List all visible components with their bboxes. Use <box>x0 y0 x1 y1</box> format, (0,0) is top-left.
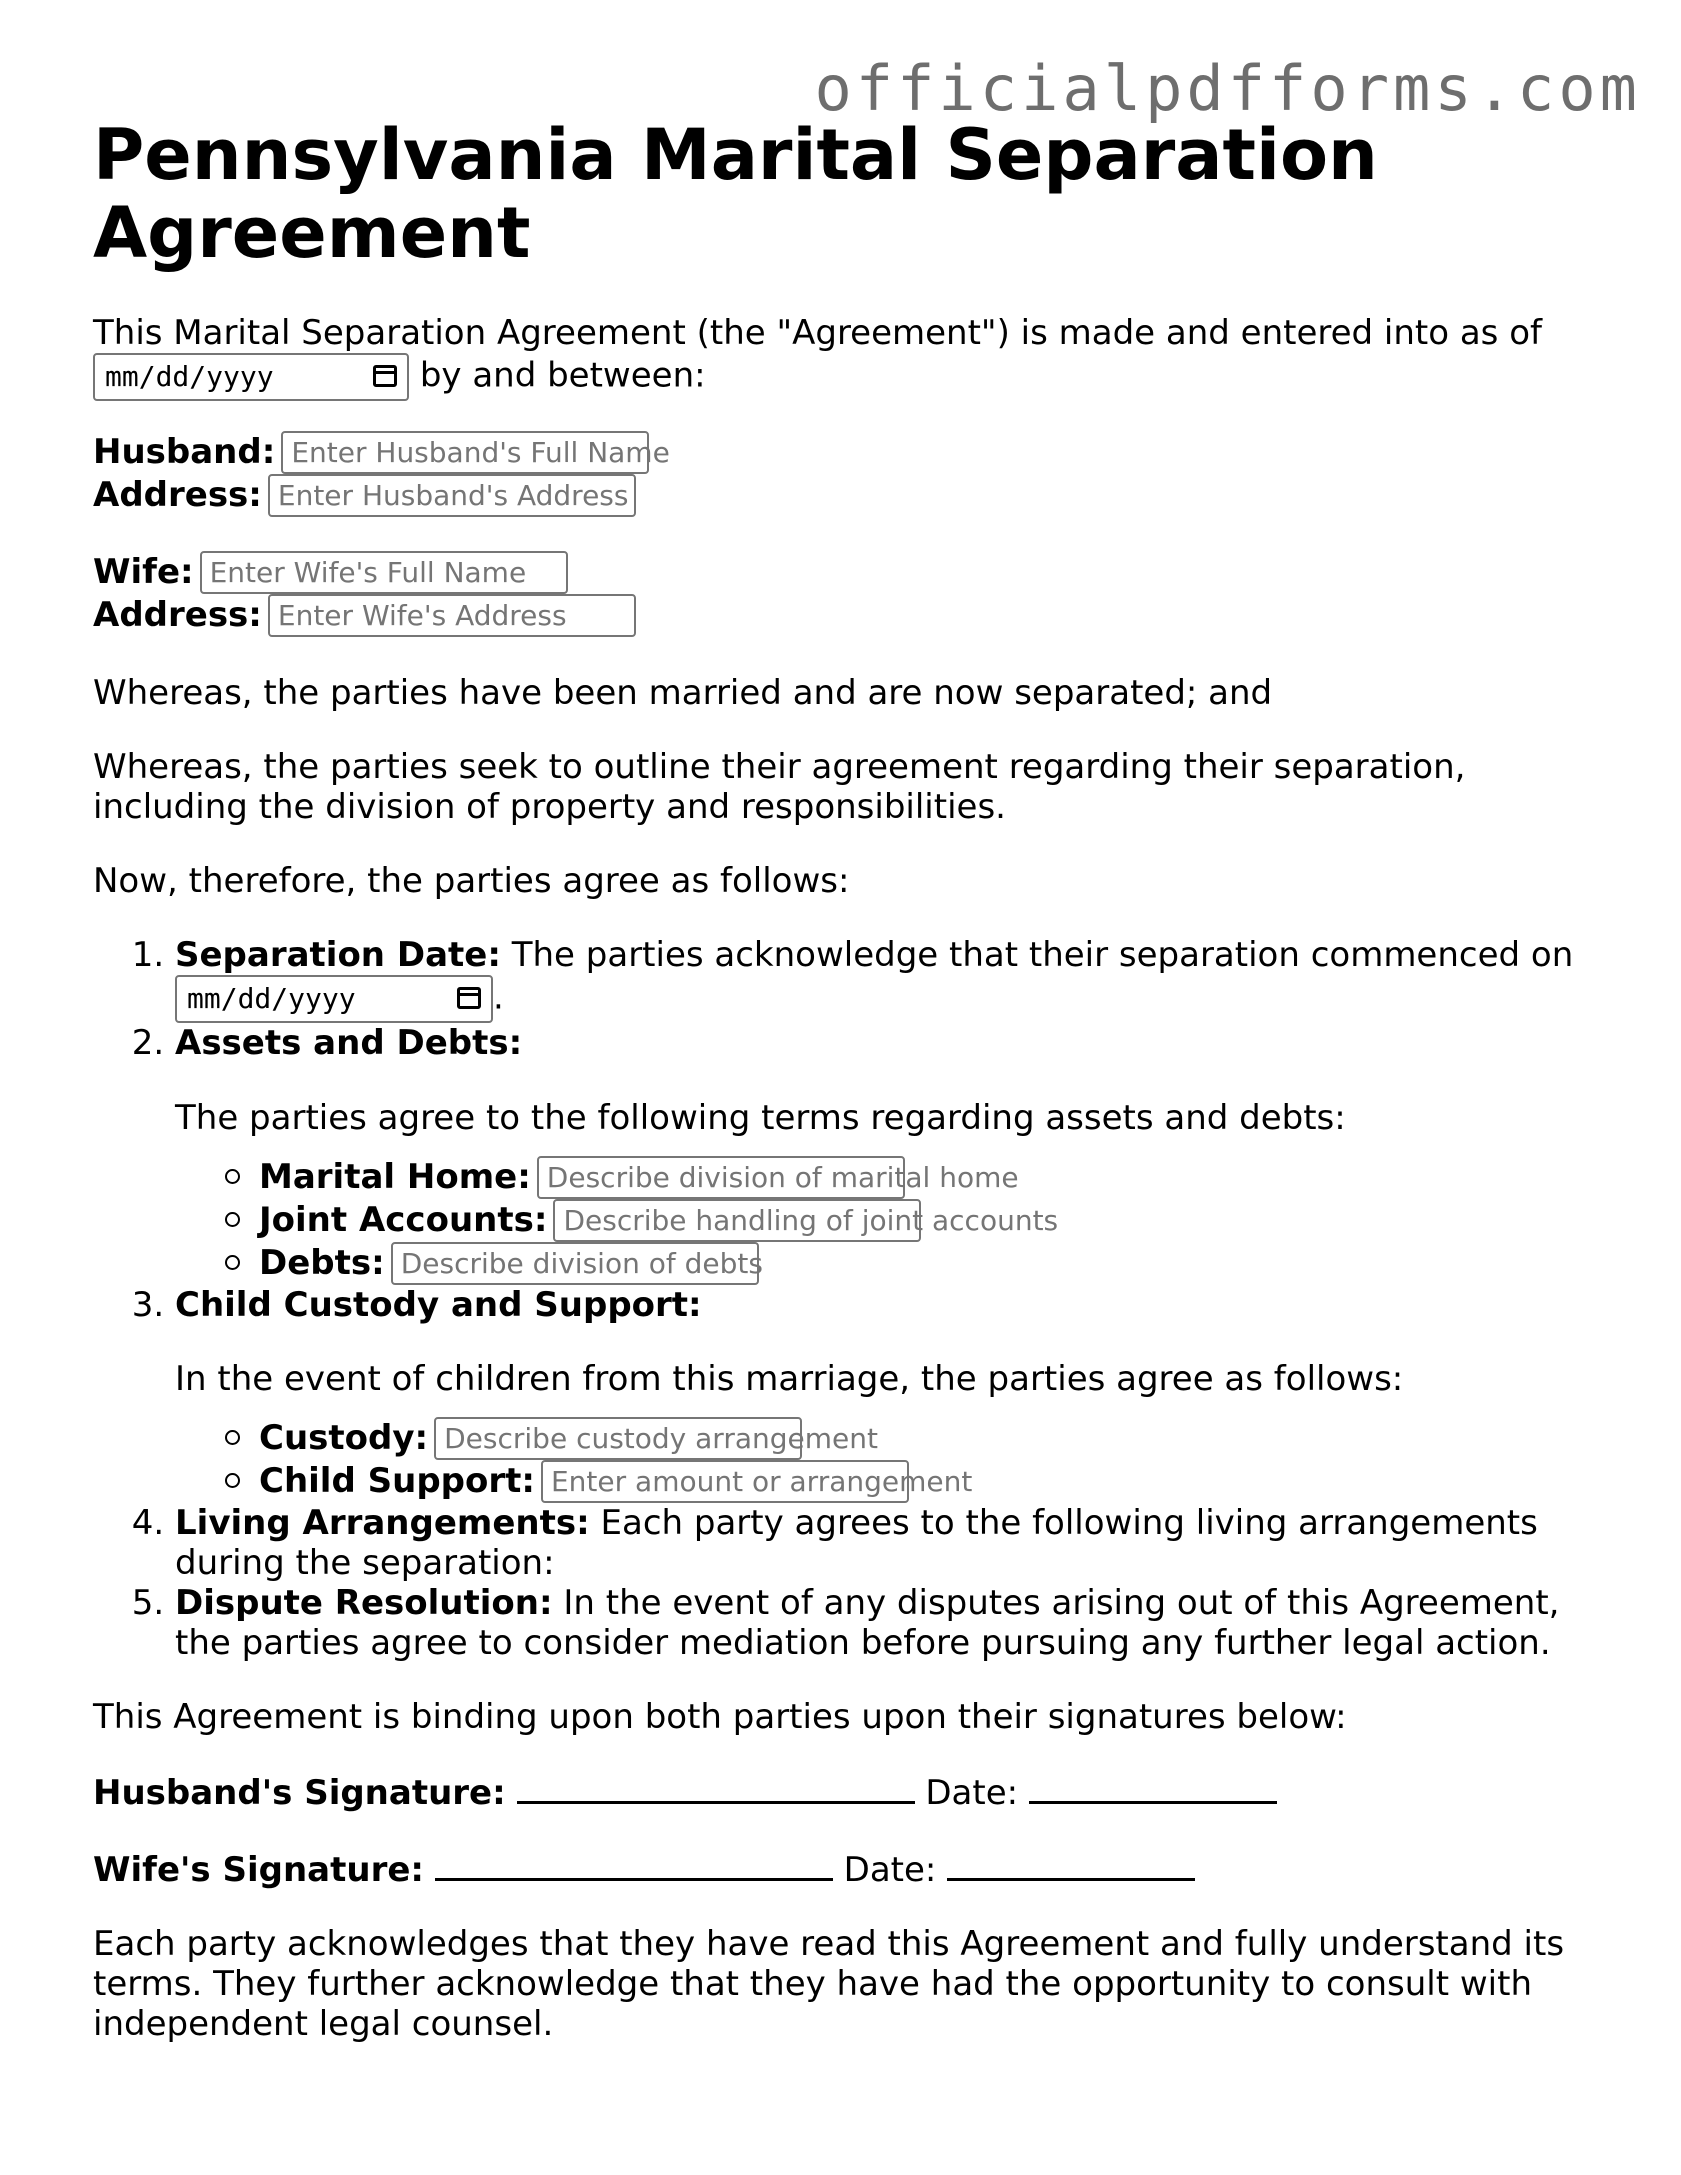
wife-date-label: Date: <box>843 1849 937 1890</box>
debts-field[interactable]: Describe division of debts <box>391 1242 759 1285</box>
child-custody-label: Child Custody and Support: <box>175 1284 702 1325</box>
child-custody-intro: In the event of children from this marriage, the parties agree as follows: <box>175 1358 1404 1399</box>
husband-name-field[interactable]: Enter Husband's Full Name <box>281 431 649 474</box>
separation-date-text: The parties acknowledge that their separation commenced on <box>511 935 1574 976</box>
wife-address-label: Address: <box>93 595 262 636</box>
list-item <box>175 1417 1593 1460</box>
document-body <box>93 116 1593 2044</box>
separation-date-placeholder: mm/dd/yyyy <box>187 982 356 1016</box>
agreement-date-placeholder: mm/dd/yyyy <box>105 359 274 393</box>
husband-address-field[interactable]: Enter Husband's Address <box>268 474 636 517</box>
list-item <box>175 1156 1593 1199</box>
marital-home-field[interactable]: Describe division of marital home <box>537 1156 905 1199</box>
joint-accounts-label: Joint Accounts: <box>259 1200 548 1241</box>
calendar-icon[interactable] <box>457 987 481 1009</box>
binding-statement: This Agreement is binding upon both parties upon their signatures below: <box>93 1697 1347 1738</box>
list-item <box>175 1199 1593 1242</box>
wife-signature-line <box>93 1848 1593 1890</box>
term-dispute-resolution <box>175 1583 1593 1663</box>
closing-acknowledgement: Each party acknowledges that they have read this Agreement and fully understand its terms. They further acknowledge that they have had the opportunity to consult with independent legal counsel. <box>93 1923 1565 2044</box>
wife-name-label: Wife: <box>93 552 194 593</box>
intro-paragraph <box>93 313 1593 401</box>
husband-date-label: Date: <box>925 1773 1019 1814</box>
husband-section <box>93 431 1593 517</box>
living-arrangements-text: Each party agrees to the following living arrangements during the separation: <box>175 1502 1538 1583</box>
wife-date-blank[interactable] <box>947 1848 1195 1881</box>
wife-section <box>93 551 1593 637</box>
living-arrangements-label: Living Arrangements: <box>175 1502 590 1543</box>
custody-field[interactable]: Describe custody arrangement <box>434 1417 802 1460</box>
husband-name-label: Husband: <box>93 432 276 473</box>
child-support-label: Child Support: <box>259 1461 535 1502</box>
separation-date-input[interactable] <box>175 975 493 1023</box>
wife-address-field[interactable]: Enter Wife's Address <box>268 594 636 637</box>
wife-name-field[interactable]: Enter Wife's Full Name <box>200 551 568 594</box>
term-living-arrangements <box>175 1503 1593 1583</box>
wife-signature-label: Wife's Signature: <box>93 1849 425 1890</box>
terms-list <box>93 935 1593 1663</box>
husband-date-blank[interactable] <box>1029 1771 1277 1804</box>
calendar-icon[interactable] <box>373 365 397 387</box>
whereas-outline: Whereas, the parties seek to outline their agreement regarding their separation, including the division of property and responsibilities. <box>93 747 1466 828</box>
assets-debts-intro: The parties agree to the following terms regarding assets and debts: <box>175 1097 1346 1138</box>
agreement-date-input[interactable] <box>93 353 409 401</box>
intro-trail: by and between: <box>419 355 706 396</box>
term-assets-debts <box>175 1023 1593 1284</box>
child-support-field[interactable]: Enter amount or arrangement <box>541 1460 909 1503</box>
wife-signature-blank[interactable] <box>435 1848 833 1881</box>
list-item <box>175 1242 1593 1285</box>
assets-debts-label: Assets and Debts: <box>175 1023 523 1064</box>
debts-label: Debts: <box>259 1243 385 1284</box>
marital-home-label: Marital Home: <box>259 1157 531 1198</box>
now-therefore: Now, therefore, the parties agree as follows: <box>93 861 850 902</box>
term-separation-date: 1. Separation Date: The parties acknowledge that their separation commenced on mm/dd/yyyy . <box>175 935 1593 1023</box>
separation-date-label: Separation Date: <box>175 935 501 976</box>
dispute-resolution-text: In the event of any disputes arising out of this Agreement, the parties agree to consider mediation before pursuing any further legal action. <box>175 1583 1560 1664</box>
list-item <box>175 1460 1593 1503</box>
joint-accounts-field[interactable]: Describe handling of joint accounts <box>553 1199 921 1242</box>
husband-signature-line <box>93 1771 1593 1813</box>
whereas-married: Whereas, the parties have been married and are now separated; and <box>93 672 1273 713</box>
custody-label: Custody: <box>259 1418 429 1459</box>
page-title: Pennsylvania Marital Separation Agreement <box>93 114 1378 275</box>
husband-address-label: Address: <box>93 475 262 516</box>
intro-lead: This Marital Separation Agreement (the "Agreement") is made and entered into as of <box>93 312 1542 353</box>
watermark: officialpdfforms.com <box>814 52 1641 125</box>
husband-signature-label: Husband's Signature: <box>93 1773 506 1814</box>
dispute-resolution-label: Dispute Resolution: <box>175 1583 553 1624</box>
child-custody-list <box>175 1417 1593 1503</box>
husband-signature-blank[interactable] <box>517 1771 915 1804</box>
assets-debts-list <box>175 1156 1593 1285</box>
term-child-custody <box>175 1285 1593 1503</box>
